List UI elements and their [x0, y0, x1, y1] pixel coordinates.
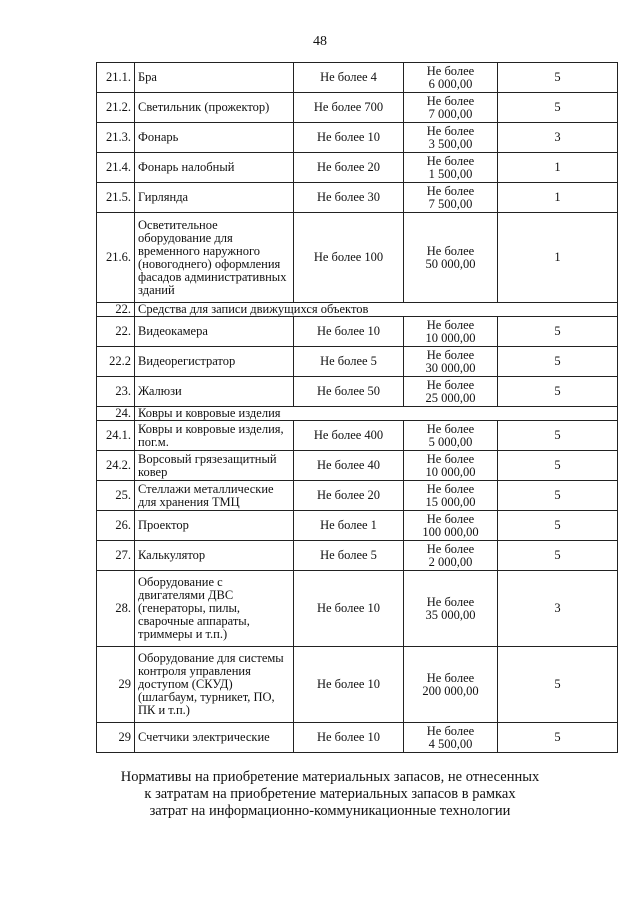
- price-line: 1 500,00: [428, 166, 473, 181]
- table-row: [97, 347, 618, 377]
- item-service-life: 5: [498, 541, 618, 571]
- item-name: Бра: [135, 63, 294, 93]
- item-price: [404, 571, 498, 647]
- section-row: [97, 407, 618, 421]
- item-price: [404, 647, 498, 723]
- item-quantity: Не более 20: [294, 481, 404, 511]
- price-line: Не более: [426, 183, 475, 198]
- price-line: 100 000,00: [422, 524, 479, 539]
- item-name: Видеокамера: [135, 317, 294, 347]
- price-line: 7 500,00: [428, 196, 473, 211]
- price-line: 10 000,00: [425, 464, 476, 479]
- item-quantity: Не более 50: [294, 377, 404, 407]
- item-price: [404, 63, 498, 93]
- row-number: 22.: [97, 317, 135, 347]
- item-service-life: 3: [498, 123, 618, 153]
- item-service-life: 5: [498, 317, 618, 347]
- price-line: Не более: [426, 243, 475, 258]
- section-heading-line: к затратам на приобретение материальных запасов в рамках: [144, 786, 516, 802]
- price-line: Не более: [426, 93, 475, 108]
- item-service-life: 5: [498, 63, 618, 93]
- row-number: 24.1.: [97, 421, 135, 451]
- item-quantity: Не более 10: [294, 317, 404, 347]
- table-row: [97, 571, 618, 647]
- item-quantity: Не более 30: [294, 183, 404, 213]
- item-price: [404, 213, 498, 303]
- item-name: Гирлянда: [135, 183, 294, 213]
- table-row: [97, 213, 618, 303]
- price-line: Не более: [426, 511, 475, 526]
- item-name: Видеорегистратор: [135, 347, 294, 377]
- table-row: [97, 723, 618, 753]
- item-service-life: 5: [498, 347, 618, 377]
- item-price: [404, 93, 498, 123]
- table-row: [97, 451, 618, 481]
- item-service-life: 5: [498, 93, 618, 123]
- item-quantity: Не более 400: [294, 421, 404, 451]
- item-price: [404, 377, 498, 407]
- row-number: 21.5.: [97, 183, 135, 213]
- row-number: 21.3.: [97, 123, 135, 153]
- section-heading-line: Нормативы на приобретение материальных запасов, не отнесенных: [120, 769, 540, 785]
- price-line: 30 000,00: [425, 360, 476, 375]
- price-line: 7 000,00: [428, 106, 473, 121]
- item-service-life: 3: [498, 571, 618, 647]
- price-line: Не более: [426, 670, 475, 685]
- item-quantity: Не более 700: [294, 93, 404, 123]
- row-number: 21.6.: [97, 213, 135, 303]
- row-number: 25.: [97, 481, 135, 511]
- row-number: 28.: [97, 571, 135, 647]
- item-quantity: Не более 100: [294, 213, 404, 303]
- price-line: 4 500,00: [428, 736, 473, 751]
- row-number: 24.2.: [97, 451, 135, 481]
- item-price: [404, 541, 498, 571]
- item-service-life: 5: [498, 421, 618, 451]
- item-price: [404, 347, 498, 377]
- item-price: [404, 317, 498, 347]
- row-number: 24.: [97, 407, 135, 421]
- row-number: 21.4.: [97, 153, 135, 183]
- price-line: 2 000,00: [428, 554, 473, 569]
- table-row: [97, 481, 618, 511]
- item-quantity: Не более 10: [294, 571, 404, 647]
- price-line: Не более: [426, 451, 475, 466]
- table-row: [97, 93, 618, 123]
- table-row: [97, 421, 618, 451]
- price-line: Не более: [426, 421, 475, 436]
- item-service-life: 1: [498, 213, 618, 303]
- section-heading-line: затрат на информационно-коммуникационные технологии: [149, 803, 511, 819]
- price-line: 5 000,00: [428, 434, 473, 449]
- item-price: [404, 421, 498, 451]
- table-row: [97, 647, 618, 723]
- row-number: 22.2: [97, 347, 135, 377]
- price-line: 25 000,00: [425, 390, 476, 405]
- item-price: [404, 511, 498, 541]
- item-name: Ковры и ковровые изделия, пог.м.: [135, 421, 294, 451]
- price-line: Не более: [426, 723, 475, 738]
- section-heading: [80, 769, 580, 820]
- row-number: 22.: [97, 303, 135, 317]
- item-name: Жалюзи: [135, 377, 294, 407]
- item-quantity: Не более 10: [294, 123, 404, 153]
- table-row: [97, 317, 618, 347]
- item-service-life: 5: [498, 377, 618, 407]
- table-row: [97, 153, 618, 183]
- price-line: Не более: [426, 377, 475, 392]
- price-line: Не более: [426, 481, 475, 496]
- item-price: [404, 153, 498, 183]
- item-name: Проектор: [135, 511, 294, 541]
- section-title: Ковры и ковровые изделия: [135, 407, 618, 421]
- item-quantity: Не более 10: [294, 723, 404, 753]
- item-service-life: 5: [498, 511, 618, 541]
- price-line: 10 000,00: [425, 330, 476, 345]
- price-line: 6 000,00: [428, 76, 473, 91]
- item-quantity: Не более 5: [294, 541, 404, 571]
- price-line: Не более: [426, 594, 475, 609]
- price-line: 3 500,00: [428, 136, 473, 151]
- price-line: Не более: [426, 153, 475, 168]
- item-name: Светильник (прожектор): [135, 93, 294, 123]
- item-price: [404, 723, 498, 753]
- item-price: [404, 123, 498, 153]
- price-line: 35 000,00: [425, 607, 476, 622]
- table-row: [97, 63, 618, 93]
- row-number: 21.1.: [97, 63, 135, 93]
- item-quantity: Не более 5: [294, 347, 404, 377]
- item-service-life: 5: [498, 723, 618, 753]
- row-number: 26.: [97, 511, 135, 541]
- table-row: [97, 183, 618, 213]
- item-quantity: Не более 4: [294, 63, 404, 93]
- table-row: [97, 123, 618, 153]
- row-number: 27.: [97, 541, 135, 571]
- table-row: [97, 511, 618, 541]
- row-number: 23.: [97, 377, 135, 407]
- item-name: Стеллажи металлические для хранения ТМЦ: [135, 481, 294, 511]
- price-line: Не более: [426, 123, 475, 138]
- price-line: 50 000,00: [425, 256, 476, 271]
- item-service-life: 5: [498, 647, 618, 723]
- item-name: Счетчики электрические: [135, 723, 294, 753]
- item-name: Калькулятор: [135, 541, 294, 571]
- price-line: Не более: [426, 541, 475, 556]
- item-quantity: Не более 10: [294, 647, 404, 723]
- section-row: [97, 303, 618, 317]
- item-name: Осветительное оборудование для временного наружного (новогоднего) оформления фасадов административных зданий: [135, 213, 294, 303]
- table-row: [97, 541, 618, 571]
- row-number: 21.2.: [97, 93, 135, 123]
- item-service-life: 1: [498, 183, 618, 213]
- price-line: Не более: [426, 347, 475, 362]
- price-line: Не более: [426, 63, 475, 78]
- item-name: Оборудование для системы контроля управления доступом (СКУД) (шлагбаум, турникет, ПО, ПК и т.п.): [135, 647, 294, 723]
- item-name: Оборудование с двигателями ДВС (генераторы, пилы, сварочные аппараты, триммеры и т.п.): [135, 571, 294, 647]
- item-name: Ворсовый грязезащитный ковер: [135, 451, 294, 481]
- page-number: 48: [313, 34, 327, 49]
- item-service-life: 1: [498, 153, 618, 183]
- price-line: 200 000,00: [422, 683, 479, 698]
- item-quantity: Не более 1: [294, 511, 404, 541]
- section-title: Средства для записи движущихся объектов: [135, 303, 618, 317]
- item-service-life: 5: [498, 481, 618, 511]
- item-service-life: 5: [498, 451, 618, 481]
- item-quantity: Не более 20: [294, 153, 404, 183]
- item-price: [404, 481, 498, 511]
- norms-table: [96, 62, 618, 753]
- row-number: 29: [97, 647, 135, 723]
- item-quantity: Не более 40: [294, 451, 404, 481]
- item-name: Фонарь налобный: [135, 153, 294, 183]
- price-line: Не более: [426, 317, 475, 332]
- table-row: [97, 377, 618, 407]
- price-line: 15 000,00: [425, 494, 476, 509]
- norms-table-body: [97, 63, 618, 753]
- item-price: [404, 451, 498, 481]
- item-name: Фонарь: [135, 123, 294, 153]
- item-price: [404, 183, 498, 213]
- row-number: 29: [97, 723, 135, 753]
